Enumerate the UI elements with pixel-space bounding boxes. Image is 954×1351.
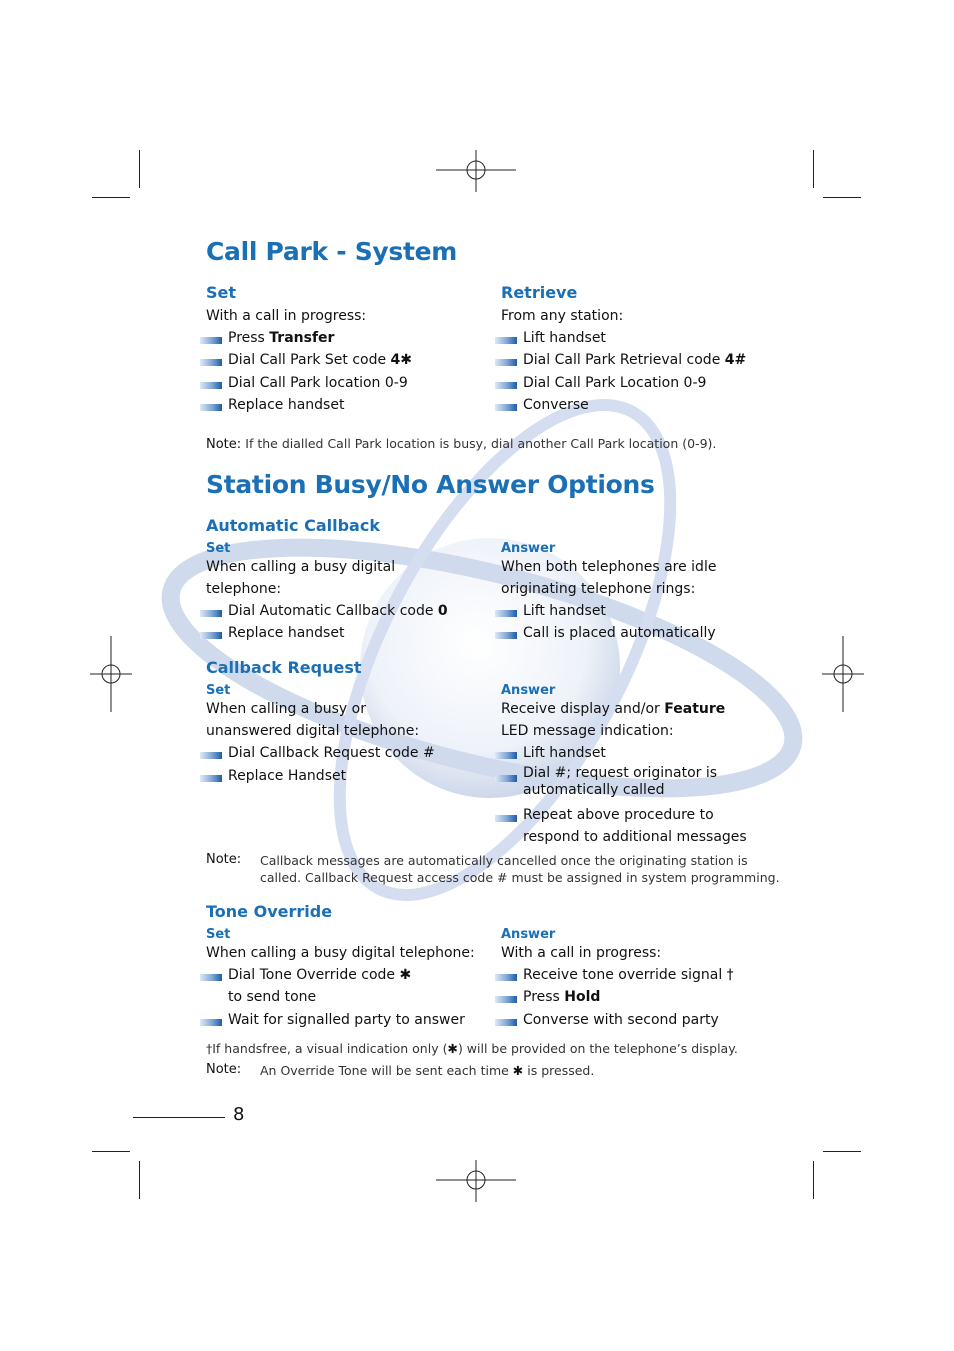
to-answer-step-3: Converse with second party <box>523 1012 719 1028</box>
bullet-icon <box>495 337 517 344</box>
bullet-icon <box>495 974 517 981</box>
callback-request-heading: Callback Request <box>206 658 362 677</box>
to-set-label: Set <box>206 927 231 942</box>
bullet-icon <box>200 1019 222 1026</box>
cr-set-step-1: Dial Callback Request code # <box>228 745 435 761</box>
bullet-icon <box>495 632 517 639</box>
set-step-3: Dial Call Park location 0-9 <box>228 375 408 391</box>
cr-set-step-2: Replace Handset <box>228 768 347 784</box>
page-title-call-park: Call Park - System <box>206 237 458 266</box>
to-footnote: †If handsfree, a visual indication only (✱) will be provided on the telephone’s display. <box>206 1041 738 1056</box>
to-answer-step-2: Press Hold <box>523 989 601 1005</box>
ac-set-intro-2: telephone: <box>206 581 282 597</box>
cr-answer-step-2: Dial #; request originator is automatically called <box>523 765 718 798</box>
set-heading: Set <box>206 283 237 302</box>
bullet-icon <box>200 632 222 639</box>
to-set-step-2: Wait for signalled party to answer <box>228 1012 465 1028</box>
set-step-4: Replace handset <box>228 397 345 413</box>
bullet-icon <box>495 752 517 759</box>
bullet-icon <box>495 1019 517 1026</box>
set-step-2: Dial Call Park Set code 4✱ <box>228 352 413 368</box>
ac-set-label: Set <box>206 541 231 556</box>
bullet-icon <box>200 974 222 981</box>
cr-answer-intro-2: LED message indication: <box>501 723 674 739</box>
ac-answer-step-1: Lift handset <box>523 603 606 619</box>
bullet-icon <box>495 359 517 366</box>
ac-set-step-2: Replace handset <box>228 625 345 641</box>
ac-answer-label: Answer <box>501 541 556 556</box>
bullet-icon <box>200 404 222 411</box>
call-park-note: Note: If the dialled Call Park location is busy, dial another Call Park location (0-9). <box>206 436 717 452</box>
retrieve-step-2: Dial Call Park Retrieval code 4# <box>523 352 747 368</box>
set-step-1: Press Transfer <box>228 330 335 346</box>
retrieve-heading: Retrieve <box>501 283 578 302</box>
bullet-icon <box>200 359 222 366</box>
automatic-callback-heading: Automatic Callback <box>206 516 380 535</box>
cr-answer-step-3: Repeat above procedure to respond to additional messages <box>523 807 747 845</box>
cr-note-label: Note: <box>206 852 242 867</box>
retrieve-step-3: Dial Call Park Location 0-9 <box>523 375 707 391</box>
to-answer-intro: With a call in progress: <box>501 945 662 961</box>
bullet-icon <box>495 996 517 1003</box>
tone-override-heading: Tone Override <box>206 902 333 921</box>
bullet-icon <box>495 382 517 389</box>
to-answer-step-1: Receive tone override signal † <box>523 967 734 983</box>
ac-set-intro-1: When calling a busy digital <box>206 559 396 575</box>
bullet-icon <box>200 337 222 344</box>
cr-answer-label: Answer <box>501 683 556 698</box>
bullet-icon <box>200 382 222 389</box>
bullet-icon <box>495 610 517 617</box>
ac-answer-step-2: Call is placed automatically <box>523 625 716 641</box>
retrieve-step-4: Converse <box>523 397 589 413</box>
to-note: An Override Tone will be sent each time ✱ is pressed. <box>260 1063 595 1078</box>
to-set-step-1: Dial Tone Override code ✱ <box>228 967 412 983</box>
to-answer-label: Answer <box>501 927 556 942</box>
bullet-icon <box>495 815 517 822</box>
set-intro: With a call in progress: <box>206 308 367 324</box>
cr-answer-step-1: Lift handset <box>523 745 606 761</box>
retrieve-step-1: Lift handset <box>523 330 606 346</box>
bullet-icon <box>495 775 517 782</box>
cr-set-intro-1: When calling a busy or <box>206 701 366 717</box>
cr-set-intro-2: unanswered digital telephone: <box>206 723 420 739</box>
to-note-label: Note: <box>206 1062 242 1077</box>
cr-answer-intro-1: Receive display and/or Feature <box>501 701 726 717</box>
ac-answer-intro-2: originating telephone rings: <box>501 581 696 597</box>
ac-set-step-1: Dial Automatic Callback code 0 <box>228 603 448 619</box>
ac-answer-intro-1: When both telephones are idle <box>501 559 717 575</box>
bullet-icon <box>495 404 517 411</box>
bullet-icon <box>200 752 222 759</box>
retrieve-intro: From any station: <box>501 308 624 324</box>
cr-note: Callback messages are automatically cancelled once the originating station is called. Callback Request access code # must be assigned in system programming. <box>260 853 780 885</box>
page-number-rule <box>133 1117 225 1118</box>
page-number: 8 <box>233 1104 245 1125</box>
cr-set-label: Set <box>206 683 231 698</box>
bullet-icon <box>200 610 222 617</box>
to-set-step-1-cont: to send tone <box>228 989 317 1005</box>
page-title-station-busy: Station Busy/No Answer Options <box>206 470 655 499</box>
bullet-icon <box>200 775 222 782</box>
to-set-intro: When calling a busy digital telephone: <box>206 945 475 961</box>
